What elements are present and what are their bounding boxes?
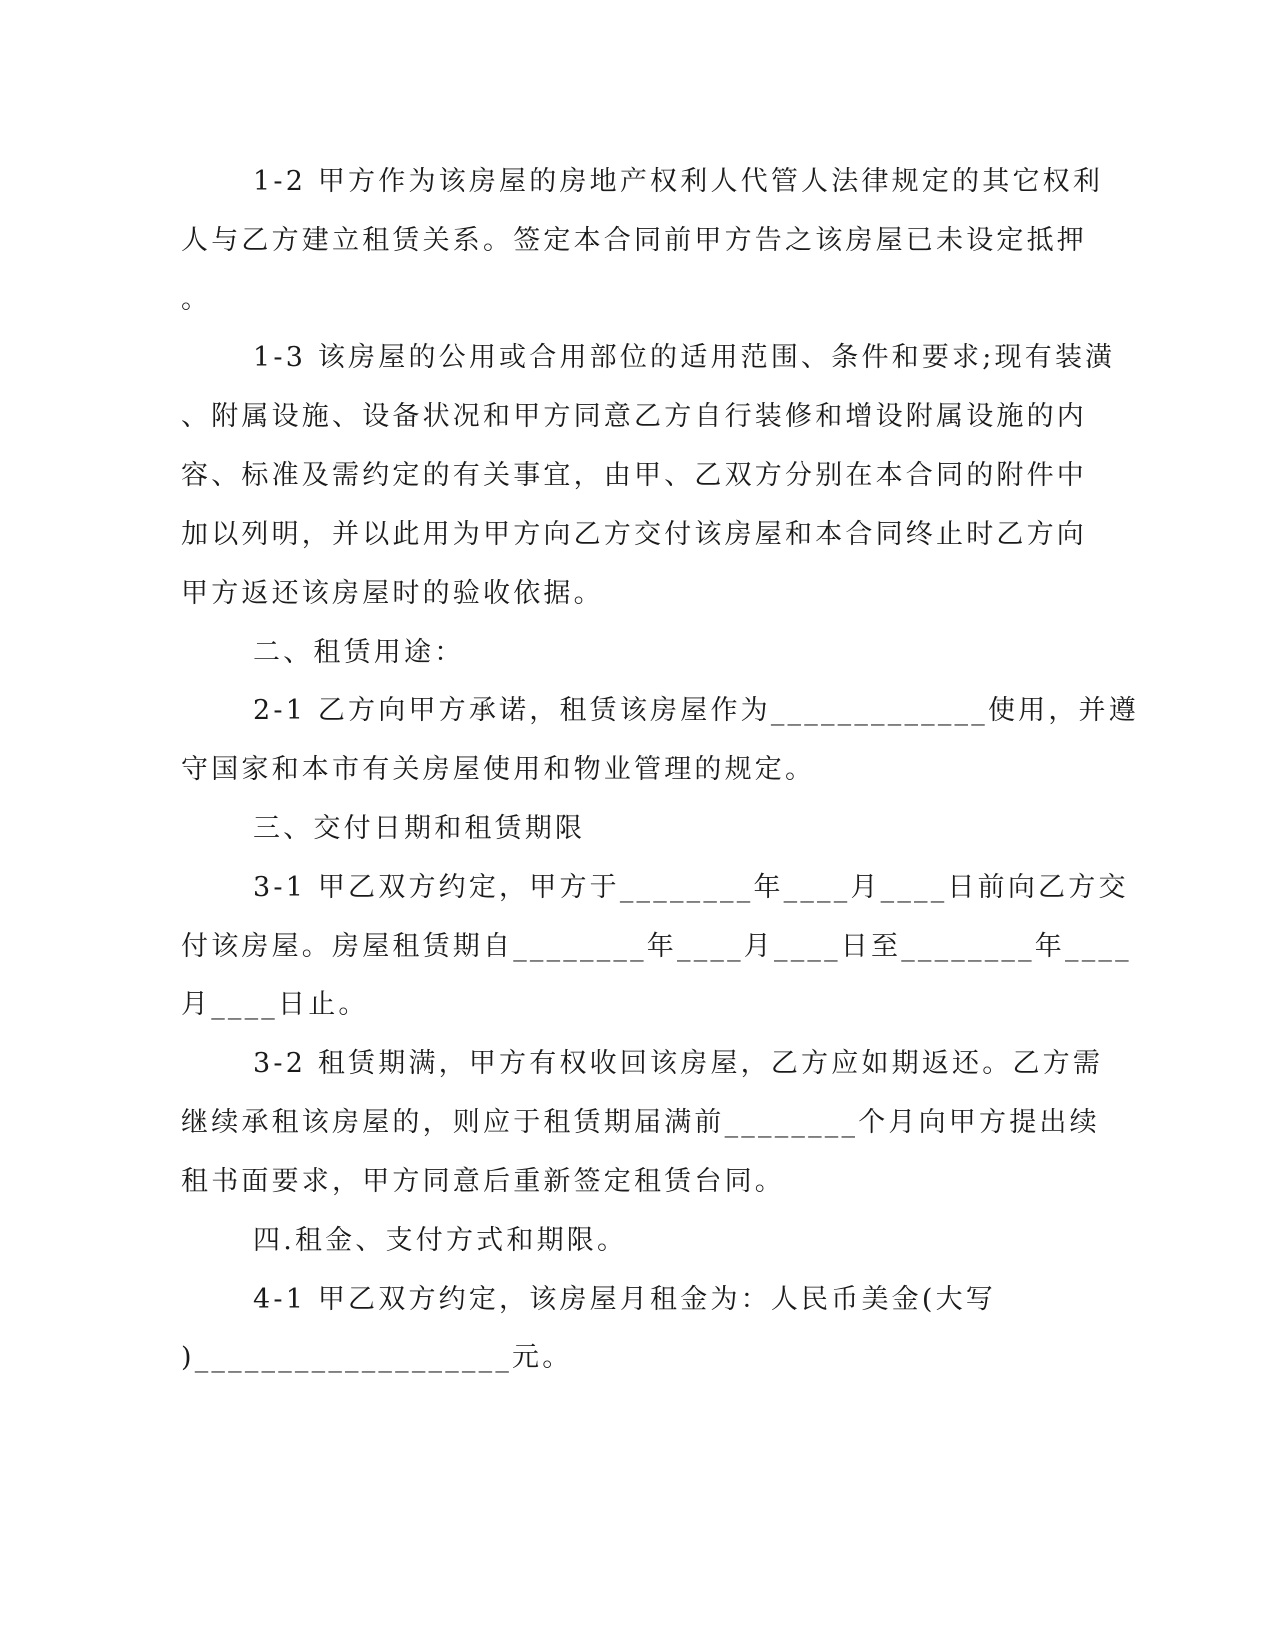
paragraph-4-1-line-2: )___________________元。	[181, 1342, 573, 1373]
paragraph-3-2-line-1: 3-2 租赁期满，甲方有权收回该房屋，乙方应如期返还。乙方需	[253, 1048, 1104, 1079]
paragraph-3-1-line-1: 3-1 甲乙双方约定，甲方于________年____月____日前向乙方交	[253, 872, 1129, 903]
paragraph-1-3-line-3: 容、标准及需约定的有关事宜，由甲、乙双方分别在本合同的附件中	[181, 460, 1087, 491]
section-heading-4: 四.租金、支付方式和期限。	[253, 1225, 628, 1256]
paragraph-1-2-line-2: 人与乙方建立租赁关系。签定本合同前甲方告之该房屋已未设定抵押	[181, 225, 1087, 256]
paragraph-1-2-line-1: 1-2 甲方作为该房屋的房地产权利人代管人法律规定的其它权利	[253, 166, 1104, 197]
paragraph-1-2-line-3: 。	[181, 284, 212, 315]
paragraph-3-1-line-2: 付该房屋。房屋租赁期自________年____月____日至________年____	[181, 931, 1132, 962]
section-heading-2: 二、租赁用途：	[253, 637, 465, 668]
paragraph-3-1-line-3: 月____日止。	[181, 989, 369, 1020]
paragraph-1-3-line-4: 加以列明，并以此用为甲方向乙方交付该房屋和本合同终止时乙方向	[181, 519, 1087, 550]
paragraph-2-1-line-1: 2-1 乙方向甲方承诺，租赁该房屋作为_____________使用，并遵	[253, 695, 1139, 726]
paragraph-3-2-line-2: 继续承租该房屋的，则应于租赁期届满前________个月向甲方提出续	[181, 1107, 1100, 1138]
paragraph-4-1-line-1: 4-1 甲乙双方约定，该房屋月租金为：人民币美金(大写	[253, 1284, 996, 1315]
paragraph-2-1-line-2: 守国家和本市有关房屋使用和物业管理的规定。	[181, 754, 816, 785]
paragraph-1-3-line-2: 、附属设施、设备状况和甲方同意乙方自行装修和增设附属设施的内	[181, 401, 1087, 432]
paragraph-1-3-line-1: 1-3 该房屋的公用或合用部位的适用范围、条件和要求;现有装潢	[253, 342, 1116, 373]
paragraph-1-3-line-5: 甲方返还该房屋时的验收依据。	[181, 578, 604, 609]
section-heading-3: 三、交付日期和租赁期限	[253, 813, 586, 844]
paragraph-3-2-line-3: 租书面要求，甲方同意后重新签定租赁台同。	[181, 1166, 785, 1197]
